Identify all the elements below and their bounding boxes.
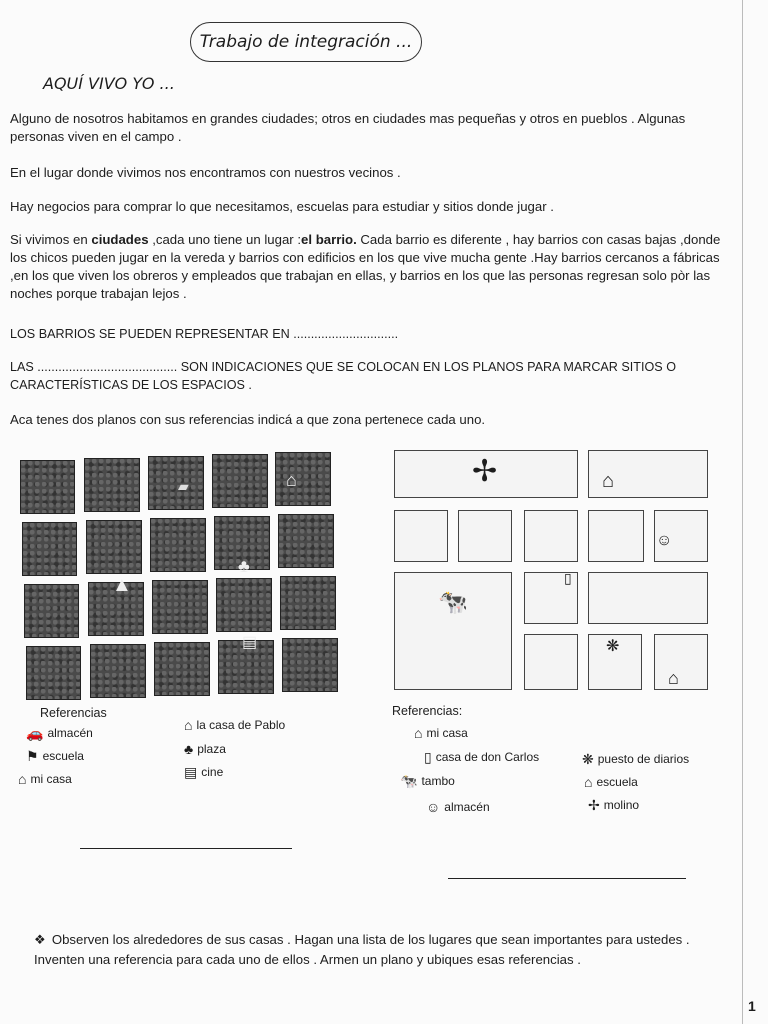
title-text: Trabajo de integración ...	[199, 32, 413, 52]
paragraph-4-part-c: ,cada uno tiene un lugar :	[148, 232, 302, 247]
page-subtitle: AQUÍ VIVO YO ...	[43, 74, 175, 93]
plan-left-block	[278, 514, 334, 568]
tree-icon: ♣	[238, 556, 250, 576]
plan-left-block	[275, 452, 331, 506]
car-icon: ▰	[178, 478, 189, 494]
plan-right-block	[458, 510, 512, 562]
bucket-icon: ▯	[564, 570, 572, 586]
answer-line-right[interactable]	[448, 878, 686, 879]
ref-label: almacén	[47, 726, 93, 740]
plan-left-ref-title: Referencias	[40, 706, 107, 720]
school-icon: ⌂	[602, 470, 615, 492]
ref-label: molino	[603, 798, 640, 812]
house-icon: ▲	[112, 574, 132, 596]
ref-almacen-right	[426, 800, 490, 814]
answer-line-left[interactable]	[80, 848, 292, 849]
paragraph-5: LOS BARRIOS SE PUEDEN REPRESENTAR EN ..............................	[10, 327, 399, 341]
bucket-icon: ▯	[424, 749, 432, 765]
plan-left-block	[150, 518, 206, 572]
activity-instruction	[34, 930, 734, 970]
house-flag-icon: ⌂	[184, 717, 193, 733]
ref-plaza	[184, 742, 226, 756]
ref-label: la casa de Pablo	[196, 718, 286, 732]
ref-label: cine	[201, 765, 224, 779]
ref-label: casa de don Carlos	[435, 750, 540, 764]
ref-mi-casa-right	[414, 726, 468, 740]
school-icon: ⌂	[584, 774, 593, 790]
ref-escuela	[26, 749, 84, 763]
cow-icon: 🐄	[400, 773, 418, 789]
plan-left-block	[86, 520, 142, 574]
ref-label: mi casa	[426, 726, 468, 740]
ref-label: tambo	[421, 774, 455, 788]
cow-icon: 🐄	[438, 589, 468, 616]
ref-casa-don-carlos	[424, 750, 539, 764]
ref-label: plaza	[197, 742, 226, 756]
house-icon: ⌂	[414, 725, 423, 741]
ref-cine	[184, 765, 223, 779]
plan-left	[18, 452, 348, 702]
house-icon: ⌂	[668, 668, 679, 688]
plan-right-block	[588, 510, 644, 562]
paragraph-2: En el lugar donde vivimos nos encontramos con nuestros vecinos .	[10, 165, 401, 180]
paragraph-4-barrio: el barrio.	[301, 232, 357, 247]
stand-icon: ❋	[582, 751, 594, 767]
plan-left-block	[24, 584, 79, 638]
plan-left-block	[20, 460, 75, 514]
ref-molino	[588, 798, 639, 812]
ref-label: mi casa	[30, 772, 72, 786]
ref-puesto-diarios	[582, 752, 689, 766]
plan-left-block	[148, 456, 204, 510]
ref-mi-casa	[18, 772, 72, 786]
page-title	[190, 22, 422, 62]
plan-left-block	[152, 580, 208, 634]
flag-icon: ⚑	[26, 748, 39, 764]
paragraph-4-part-a: Si vivimos en	[10, 232, 92, 247]
person-icon: ☺	[656, 532, 673, 549]
plan-right-block	[654, 634, 708, 690]
plan-left-block	[22, 522, 77, 576]
plan-right-block	[394, 510, 448, 562]
diamond-bullet-icon: ❖	[34, 932, 46, 947]
ref-label: puesto de diarios	[597, 752, 690, 766]
plan-left-block	[84, 458, 140, 512]
ref-label: almacén	[444, 800, 490, 814]
paragraph-6: LAS ........................................ SON INDICACIONES QUE SE COLOCAN EN LOS PLANOS PARA MARCAR SITIOS O CARACTERÍSTICAS DE LOS ESPACIOS .	[10, 360, 676, 392]
ref-label: escuela	[596, 775, 638, 789]
paragraph-7: Aca tenes dos planos con sus referencias indicá a que zona pertenece cada uno.	[10, 412, 486, 427]
plan-left-block	[280, 576, 336, 630]
house-icon: ⌂	[18, 771, 27, 787]
plan-left-block	[154, 642, 210, 696]
ref-casa-pablo	[184, 718, 285, 732]
paragraph-1: Alguno de nosotros habitamos en grandes ciudades; otros en ciudades mas pequeñas y otros en pueblos . Algunas personas viven en el campo .	[10, 111, 686, 144]
plan-right-ref-title: Referencias:	[392, 704, 463, 718]
ref-label: escuela	[42, 749, 84, 763]
plan-left-block	[212, 454, 268, 508]
plan-left-block	[282, 638, 338, 692]
car-icon: 🚗	[26, 725, 44, 741]
plan-right-block	[588, 572, 708, 624]
paragraph-4-ciudades: ciudades	[91, 232, 149, 247]
ref-escuela-right	[584, 775, 638, 789]
plan-right	[392, 448, 712, 698]
page-edge	[742, 0, 743, 1024]
ref-almacen	[26, 726, 93, 740]
activity-text: Observen los alrededores de sus casas . Hagan una lista de los lugares que sean importantes para ustedes . Inventen una referencia para cada uno de ellos . Armen un plano y ubiques esas referencias .	[34, 932, 690, 967]
page-number: 1	[748, 998, 756, 1014]
paragraph-3: Hay negocios para comprar lo que necesitamos, escuelas para estudiar y sitios donde jugar .	[10, 199, 554, 214]
plan-left-block	[216, 578, 272, 632]
stand-icon: ❋	[606, 638, 620, 655]
paragraph-4-part-e: Cada barrio es diferente , hay barrios con casas bajas ,donde los chicos pueden jugar en la vereda y barrios con edificios en los que vive mucha gente .Hay barrios cercanos a fábricas ,en los que viven los obreros y empleados que trabajan en ellas, y barrios en los que las personas regresan solo pòr las noches porque trabajan lejos .	[10, 232, 721, 301]
windmill-icon: ✢	[588, 797, 600, 813]
building-icon: ▤	[184, 764, 198, 780]
windmill-icon: ✢	[472, 455, 498, 488]
plan-left-block	[26, 646, 81, 700]
ref-tambo	[400, 774, 455, 788]
house-flag-icon: ⌂	[286, 470, 297, 490]
plan-left-block	[90, 644, 146, 698]
paragraph-4	[10, 231, 730, 303]
building-icon: ▤	[242, 634, 258, 651]
plan-right-block	[524, 634, 578, 690]
tree-icon: ♣	[184, 741, 194, 757]
plan-right-block	[524, 510, 578, 562]
person-icon: ☺	[426, 799, 441, 815]
